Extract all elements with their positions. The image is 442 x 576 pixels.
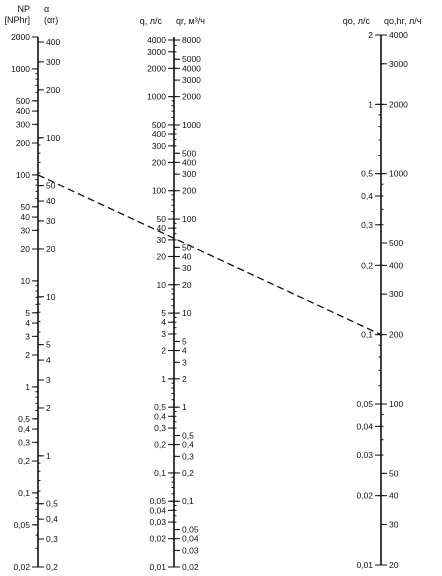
scale-label: 2000 bbox=[182, 91, 201, 102]
scale-label: 200 bbox=[389, 329, 404, 340]
scale-label: 3 bbox=[46, 374, 51, 385]
scale-label: 1000 bbox=[11, 63, 30, 74]
scale-label: 10 bbox=[182, 308, 192, 319]
scale-label: 0,4 bbox=[46, 514, 58, 525]
axis-1-right-header: α (αr) bbox=[44, 4, 59, 25]
scale-label: 4 bbox=[161, 317, 166, 328]
scale-label: 0,02 bbox=[149, 533, 166, 544]
scale-label: 0,05 bbox=[149, 496, 166, 507]
scale-label: 400 bbox=[46, 37, 61, 47]
scale-label: 40 bbox=[20, 212, 30, 223]
axis-3-left-header: qo, л/с bbox=[342, 16, 370, 26]
scale-label: 0,1 bbox=[182, 496, 194, 507]
scale-label: 30 bbox=[182, 263, 192, 274]
scale-label: 200 bbox=[15, 138, 30, 148]
scale-label: 0,01 bbox=[356, 560, 373, 570]
scale-label: 4 bbox=[182, 345, 187, 356]
scale-label: 0,3 bbox=[46, 533, 58, 544]
scale-label: 2 bbox=[161, 345, 166, 356]
scale-label: 400 bbox=[15, 106, 30, 117]
scale-label: 1000 bbox=[389, 168, 408, 179]
scale-label: 30 bbox=[20, 225, 30, 236]
scale-label: 300 bbox=[15, 119, 30, 130]
scale-label: 1 bbox=[46, 450, 51, 461]
scale-label: 0,05 bbox=[356, 399, 373, 410]
scale-label: 2000 bbox=[147, 63, 166, 74]
scale-label: 20 bbox=[20, 244, 30, 254]
scale-label: 0,05 bbox=[13, 519, 30, 530]
scale-label: 3000 bbox=[389, 58, 408, 69]
scale-label: 0,01 bbox=[149, 562, 166, 572]
scale-label: 2 bbox=[46, 402, 51, 413]
axis-2-right-header: qr, м³/ч bbox=[176, 16, 205, 26]
scale-label: 1 bbox=[25, 381, 30, 392]
example-key-line bbox=[38, 175, 381, 335]
scale-label: 5000 bbox=[182, 54, 201, 65]
scale-label: 0,3 bbox=[361, 219, 373, 230]
scale-label: 0,1 bbox=[154, 467, 166, 478]
scale-label: 200 bbox=[46, 84, 61, 95]
scale-label: 200 bbox=[182, 185, 197, 196]
scale-label: 3000 bbox=[182, 75, 201, 86]
scale-label: 500 bbox=[151, 119, 166, 130]
scale-label: 0,5 bbox=[154, 402, 166, 413]
scale-label: 100 bbox=[46, 132, 61, 143]
axis-1-left-header: NP [NPhr] bbox=[4, 4, 30, 25]
scale-label: 300 bbox=[46, 56, 61, 67]
scale-label: 30 bbox=[389, 519, 399, 530]
scale-label: 0,4 bbox=[18, 424, 30, 435]
scale-label: 50 bbox=[20, 201, 30, 212]
scale-label: 8000 bbox=[182, 35, 201, 45]
scale-label: 5 bbox=[161, 308, 166, 319]
scale-label: 200 bbox=[151, 157, 166, 168]
scale-label: 0,02 bbox=[356, 490, 373, 501]
scale-label: 40 bbox=[182, 251, 192, 262]
scale-label: 50 bbox=[182, 242, 192, 253]
scale-label: 100 bbox=[389, 399, 404, 410]
scale-label: 0,2 bbox=[182, 467, 194, 478]
scale-label: 0,04 bbox=[356, 421, 373, 432]
scale-label: 40 bbox=[46, 196, 56, 207]
scale-label: 30 bbox=[156, 234, 166, 245]
scale-label: 40 bbox=[389, 490, 399, 501]
scale-label: 30 bbox=[46, 215, 56, 226]
scale-label: 400 bbox=[151, 129, 166, 140]
scale-label: 0,03 bbox=[182, 545, 199, 556]
scale-label: 100 bbox=[15, 169, 30, 180]
scale-label: 0,3 bbox=[154, 423, 166, 434]
axis-3-right-header: qo,hr, л/ч bbox=[384, 16, 422, 26]
scale-label: 300 bbox=[151, 140, 166, 151]
scale-label: 4000 bbox=[389, 30, 408, 40]
scale-label: 500 bbox=[389, 238, 404, 249]
scale-label: 0,1 bbox=[18, 487, 30, 498]
scale-label: 0,2 bbox=[46, 562, 58, 572]
scale-label: 1000 bbox=[182, 119, 201, 130]
scale-label: 0,04 bbox=[149, 505, 166, 516]
scale-label: 0,03 bbox=[149, 517, 166, 528]
scale-label: 10 bbox=[20, 275, 30, 286]
scale-label: 3 bbox=[25, 331, 30, 342]
axis-1 bbox=[4, 4, 60, 572]
scale-label: 400 bbox=[389, 260, 404, 271]
scale-label: 0,5 bbox=[182, 430, 194, 441]
axis-2 bbox=[140, 16, 205, 572]
scale-label: 20 bbox=[182, 279, 192, 290]
scale-label: 4000 bbox=[182, 63, 201, 74]
scale-label: 0,2 bbox=[18, 456, 30, 466]
scale-label: 0,02 bbox=[13, 562, 30, 572]
scale-label: 2 bbox=[368, 30, 373, 40]
scale-label: 50 bbox=[389, 468, 399, 479]
scale-label: 4 bbox=[25, 318, 30, 329]
scale-label: 0,5 bbox=[18, 413, 30, 424]
scale-label: 0,2 bbox=[154, 439, 166, 450]
scale-label: 1 bbox=[368, 99, 373, 110]
scale-label: 5 bbox=[46, 339, 51, 350]
axis-2-left-header: q, л/с bbox=[139, 16, 162, 26]
scale-label: 500 bbox=[182, 148, 197, 159]
scale-label: 4 bbox=[46, 355, 51, 366]
scale-label: 5 bbox=[182, 336, 187, 347]
scale-label: 300 bbox=[389, 289, 404, 300]
scale-label: 20 bbox=[46, 243, 56, 254]
scale-label: 0,5 bbox=[46, 498, 58, 509]
scale-label: 50 bbox=[46, 180, 56, 191]
scale-label: 10 bbox=[46, 291, 56, 302]
scale-label: 100 bbox=[151, 185, 166, 196]
scale-label: 0,03 bbox=[356, 450, 373, 461]
axis-3 bbox=[343, 16, 422, 570]
scale-label: 2 bbox=[182, 373, 187, 384]
scale-label: 0,3 bbox=[18, 437, 30, 448]
scale-label: 2 bbox=[25, 350, 30, 360]
scale-label: 0,3 bbox=[182, 451, 194, 462]
scale-label: 0,4 bbox=[154, 411, 166, 422]
scale-label: 3 bbox=[182, 357, 187, 368]
scale-label: 100 bbox=[182, 214, 197, 225]
scale-label: 0,5 bbox=[361, 168, 373, 179]
scale-label: 3000 bbox=[147, 46, 166, 57]
scale-label: 40 bbox=[156, 223, 166, 234]
scale-label: 0,1 bbox=[361, 329, 373, 340]
scale-label: 0,4 bbox=[361, 190, 373, 201]
scale-label: 1 bbox=[161, 373, 166, 384]
scale-label: 0,02 bbox=[182, 562, 199, 572]
scale-label: 50 bbox=[156, 214, 166, 225]
scale-label: 0,2 bbox=[361, 260, 373, 271]
scale-label: 20 bbox=[389, 560, 399, 570]
scale-label: 4000 bbox=[147, 35, 166, 45]
scale-label: 2000 bbox=[389, 99, 408, 110]
scale-label: 10 bbox=[156, 279, 166, 290]
scale-label: 1000 bbox=[147, 91, 166, 102]
scale-label: 0,4 bbox=[182, 439, 194, 450]
scale-label: 3 bbox=[161, 328, 166, 339]
scale-label: 500 bbox=[15, 95, 30, 106]
scale-label: 400 bbox=[182, 157, 197, 168]
scale-label: 2000 bbox=[11, 32, 30, 42]
scale-label: 5 bbox=[25, 307, 30, 318]
scale-label: 0,05 bbox=[182, 524, 199, 535]
scale-label: 1 bbox=[182, 402, 187, 413]
scale-label: 20 bbox=[156, 251, 166, 262]
nomogram-axes bbox=[4, 4, 421, 572]
scale-label: 300 bbox=[182, 169, 197, 180]
scale-label: 0,04 bbox=[182, 533, 199, 544]
